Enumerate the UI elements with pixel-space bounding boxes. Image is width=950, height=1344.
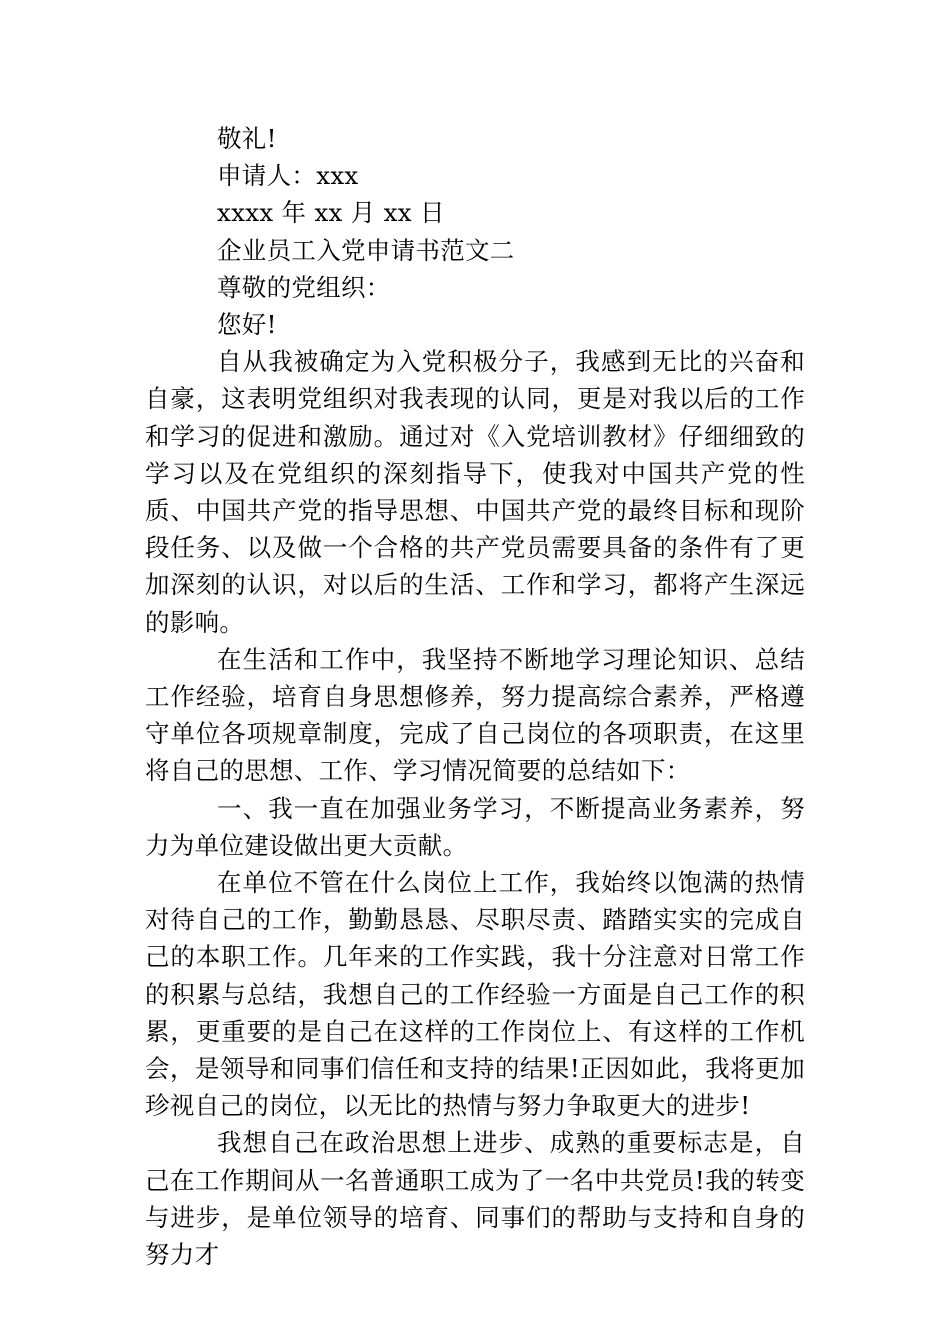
date-line: xxxx 年 xx 月 xx 日 [217, 198, 445, 228]
paragraph: 一、我一直在加强业务学习，不断提高业务素养，努力为单位建设做出更大贡献。 [145, 793, 805, 860]
paragraph: 自从我被确定为入党积极分子，我感到无比的兴奋和自豪，这表明党组织对我表现的认同，更是对我以后的工作和学习的促进和激励。通过对《入党培训教材》仔细细致的学习以及在党组织的深刻指导下，使我对中国共产党的性质、中国共产党的指导思想、中国共产党的最终目标和现阶段任务、以及做一个合格的共产党员需要具备的条件有了更加深刻的认识，对以后的生活、工作和学习，都将产生深远的影响。 [145, 347, 805, 637]
applicant-line: 申请人：xxx [217, 161, 359, 191]
letter-body [145, 120, 805, 1273]
paragraph: 我想自己在政治思想上进步、成熟的重要标志是，自己在工作期间从一名普通职工成为了一名中共党员!我的转变与进步，是单位领导的培育、同事们的帮助与支持和自身的努力才 [145, 1128, 805, 1270]
closing-salute: 敬礼! [217, 124, 277, 153]
paragraph: 在单位不管在什么岗位上工作，我始终以饱满的热情对待自己的工作，勤勤恳恳、尽职尽责、踏踏实实的完成自己的本职工作。几年来的工作实践，我十分注意对日常工作的积累与总结，我想自己的工作经验一方面是自己工作的积累，更重要的是自己在这样的工作岗位上、有这样的工作机会，是领导和同事们信任和支持的结果!正因如此，我将更加珍视自己的岗位，以无比的热情与努力争取更大的进步! [145, 868, 805, 1121]
letter-title: 企业员工入党申请书范文二 [217, 235, 515, 265]
recipient-line: 尊敬的党组织： [217, 272, 391, 302]
paragraph: 在生活和工作中，我坚持不断地学习理论知识、总结工作经验，培育自身思想修养，努力提高综合素养，严格遵守单位各项规章制度，完成了自己岗位的各项职责，在这里将自己的思想、工作、学习情况简要的总结如下： [145, 644, 805, 786]
greeting-line: 您好! [217, 310, 277, 340]
